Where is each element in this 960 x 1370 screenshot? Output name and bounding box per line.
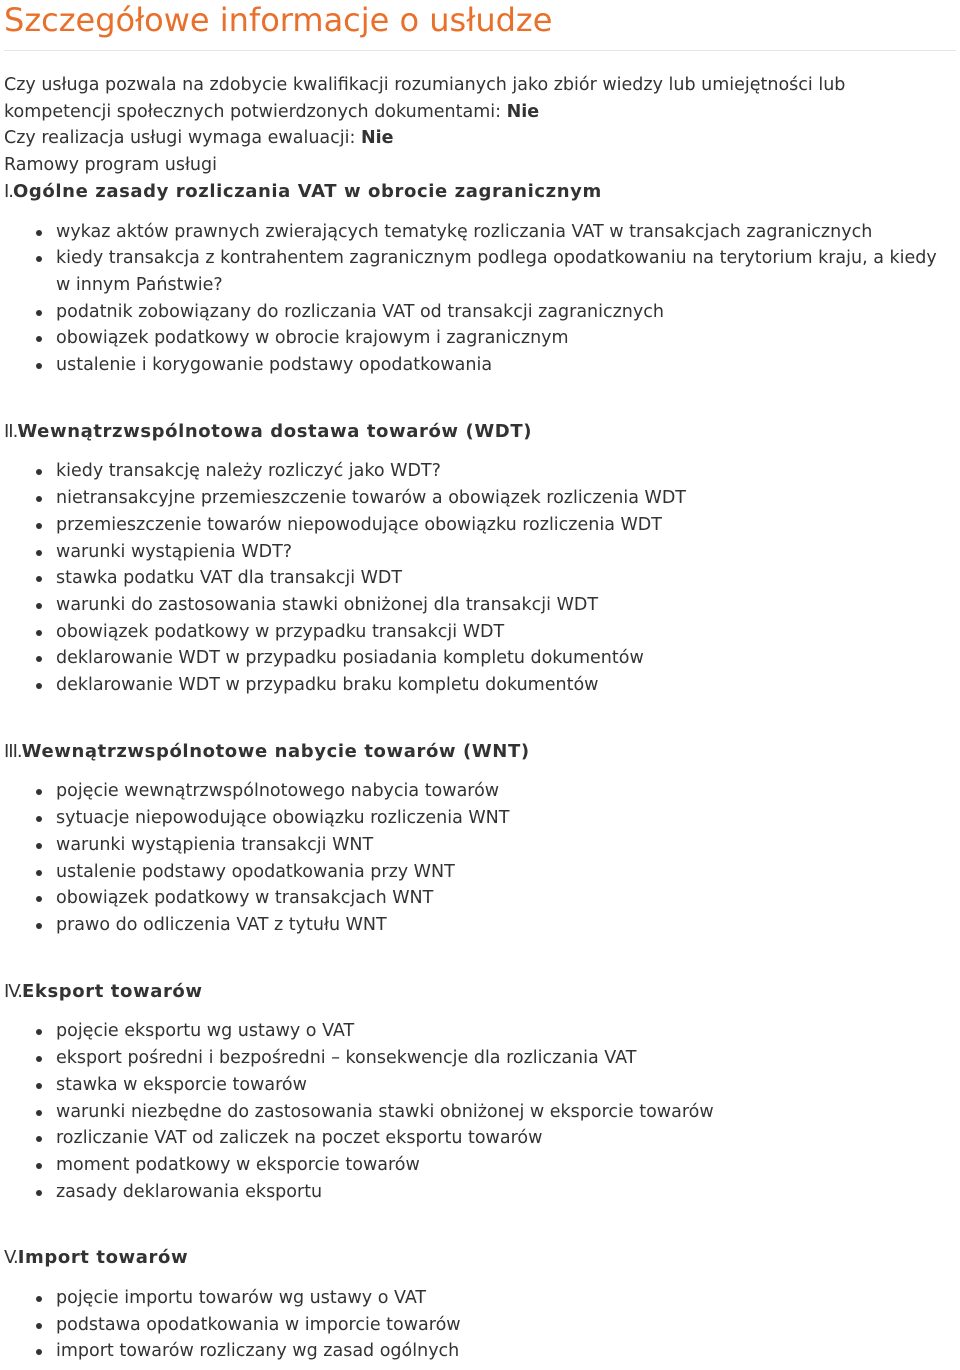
- section-heading: [4, 739, 954, 766]
- evaluation-question: Czy realizacja usługi wymaga ewaluacji:: [4, 128, 361, 149]
- section-number: III.: [4, 740, 22, 762]
- list-item: warunki do zastosowania stawki obniżonej dla transakcji WDT: [56, 592, 954, 619]
- list-item: stawka w eksporcie towarów: [56, 1072, 954, 1099]
- list-item: sytuacje niepowodujące obowiązku rozliczenia WNT: [56, 805, 954, 832]
- list-item: nietransakcyjne przemieszczenie towarów a obowiązek rozliczenia WDT: [56, 485, 954, 512]
- service-details: [4, 72, 954, 1365]
- program-section: [4, 979, 954, 1206]
- program-section: [4, 1245, 954, 1365]
- list-item: ustalenie i korygowanie podstawy opodatkowania: [56, 352, 954, 379]
- list-item: eksport pośredni i bezpośredni – konsekwencje dla rozliczania VAT: [56, 1045, 954, 1072]
- section-number: II.: [4, 420, 18, 442]
- list-item: pojęcie wewnątrzwspólnotowego nabycia towarów: [56, 778, 954, 805]
- evaluation-line: [4, 125, 954, 152]
- list-item: deklarowanie WDT w przypadku braku kompletu dokumentów: [56, 672, 954, 699]
- program-sections: [4, 179, 954, 1365]
- list-item: pojęcie eksportu wg ustawy o VAT: [56, 1018, 954, 1045]
- section-topic-list: [4, 219, 954, 379]
- list-item: ustalenie podstawy opodatkowania przy WNT: [56, 859, 954, 886]
- section-title: Eksport towarów: [22, 980, 203, 1002]
- list-item: wykaz aktów prawnych zwierających tematykę rozliczania VAT w transakcjach zagranicznych: [56, 219, 954, 246]
- section-title: Wewnątrzwspólnotowa dostawa towarów (WDT): [17, 420, 533, 442]
- program-label: Ramowy program usługi: [4, 155, 217, 176]
- section-number: IV.: [4, 980, 23, 1002]
- list-item: kiedy transakcję należy rozliczyć jako WDT?: [56, 458, 954, 485]
- page-title: Szczegółowe informacje o usłudze: [4, 1, 553, 39]
- program-section: [4, 419, 954, 699]
- list-item: prawo do odliczenia VAT z tytułu WNT: [56, 912, 954, 939]
- section-number: I.: [4, 180, 14, 202]
- evaluation-answer: Nie: [360, 128, 394, 149]
- list-item: stawka podatku VAT dla transakcji WDT: [56, 565, 954, 592]
- list-item: podatnik zobowiązany do rozliczania VAT od transakcji zagranicznych: [56, 299, 954, 326]
- list-item: warunki wystąpienia WDT?: [56, 539, 954, 566]
- list-item: obowiązek podatkowy w obrocie krajowym i zagranicznym: [56, 325, 954, 352]
- program-section: [4, 179, 954, 379]
- title-divider: [4, 50, 956, 51]
- section-title: Ogólne zasady rozliczania VAT w obrocie zagranicznym: [13, 180, 602, 202]
- list-item: obowiązek podatkowy w przypadku transakcji WDT: [56, 619, 954, 646]
- list-item: przemieszczenie towarów niepowodujące obowiązku rozliczenia WDT: [56, 512, 954, 539]
- list-item: warunki wystąpienia transakcji WNT: [56, 832, 954, 859]
- section-heading: [4, 1245, 954, 1272]
- section-topic-list: [4, 1018, 954, 1205]
- list-item: pojęcie importu towarów wg ustawy o VAT: [56, 1285, 954, 1312]
- program-section: [4, 739, 954, 939]
- intro-block: [4, 72, 954, 179]
- section-heading: [4, 179, 954, 206]
- list-item: import towarów rozliczany wg zasad ogólnych: [56, 1338, 954, 1365]
- qualification-line: [4, 72, 954, 125]
- section-title: Import towarów: [17, 1247, 189, 1269]
- section-heading: [4, 419, 954, 446]
- qualification-question: Czy usługa pozwala na zdobycie kwalifikacji rozumianych jako zbiór wiedzy lub umiejętności lub kompetencji społecznych potwierdzonych dokumentami:: [4, 75, 846, 122]
- section-number: V.: [4, 1247, 18, 1269]
- section-title: Wewnątrzwspólnotowe nabycie towarów (WNT): [21, 740, 530, 762]
- section-topic-list: [4, 778, 954, 938]
- list-item: moment podatkowy w eksporcie towarów: [56, 1152, 954, 1179]
- list-item: podstawa opodatkowania w imporcie towarów: [56, 1312, 954, 1339]
- list-item: warunki niezbędne do zastosowania stawki obniżonej w eksporcie towarów: [56, 1099, 954, 1126]
- list-item: deklarowanie WDT w przypadku posiadania kompletu dokumentów: [56, 645, 954, 672]
- qualification-answer: Nie: [506, 101, 540, 122]
- list-item: obowiązek podatkowy w transakcjach WNT: [56, 885, 954, 912]
- list-item: zasady deklarowania eksportu: [56, 1179, 954, 1206]
- section-topic-list: [4, 1285, 954, 1365]
- list-item: rozliczanie VAT od zaliczek na poczet eksportu towarów: [56, 1125, 954, 1152]
- list-item: kiedy transakcja z kontrahentem zagranicznym podlega opodatkowaniu na terytorium kraju, a kiedy w innym Państwie?: [56, 245, 954, 298]
- section-heading: [4, 979, 954, 1006]
- section-topic-list: [4, 458, 954, 698]
